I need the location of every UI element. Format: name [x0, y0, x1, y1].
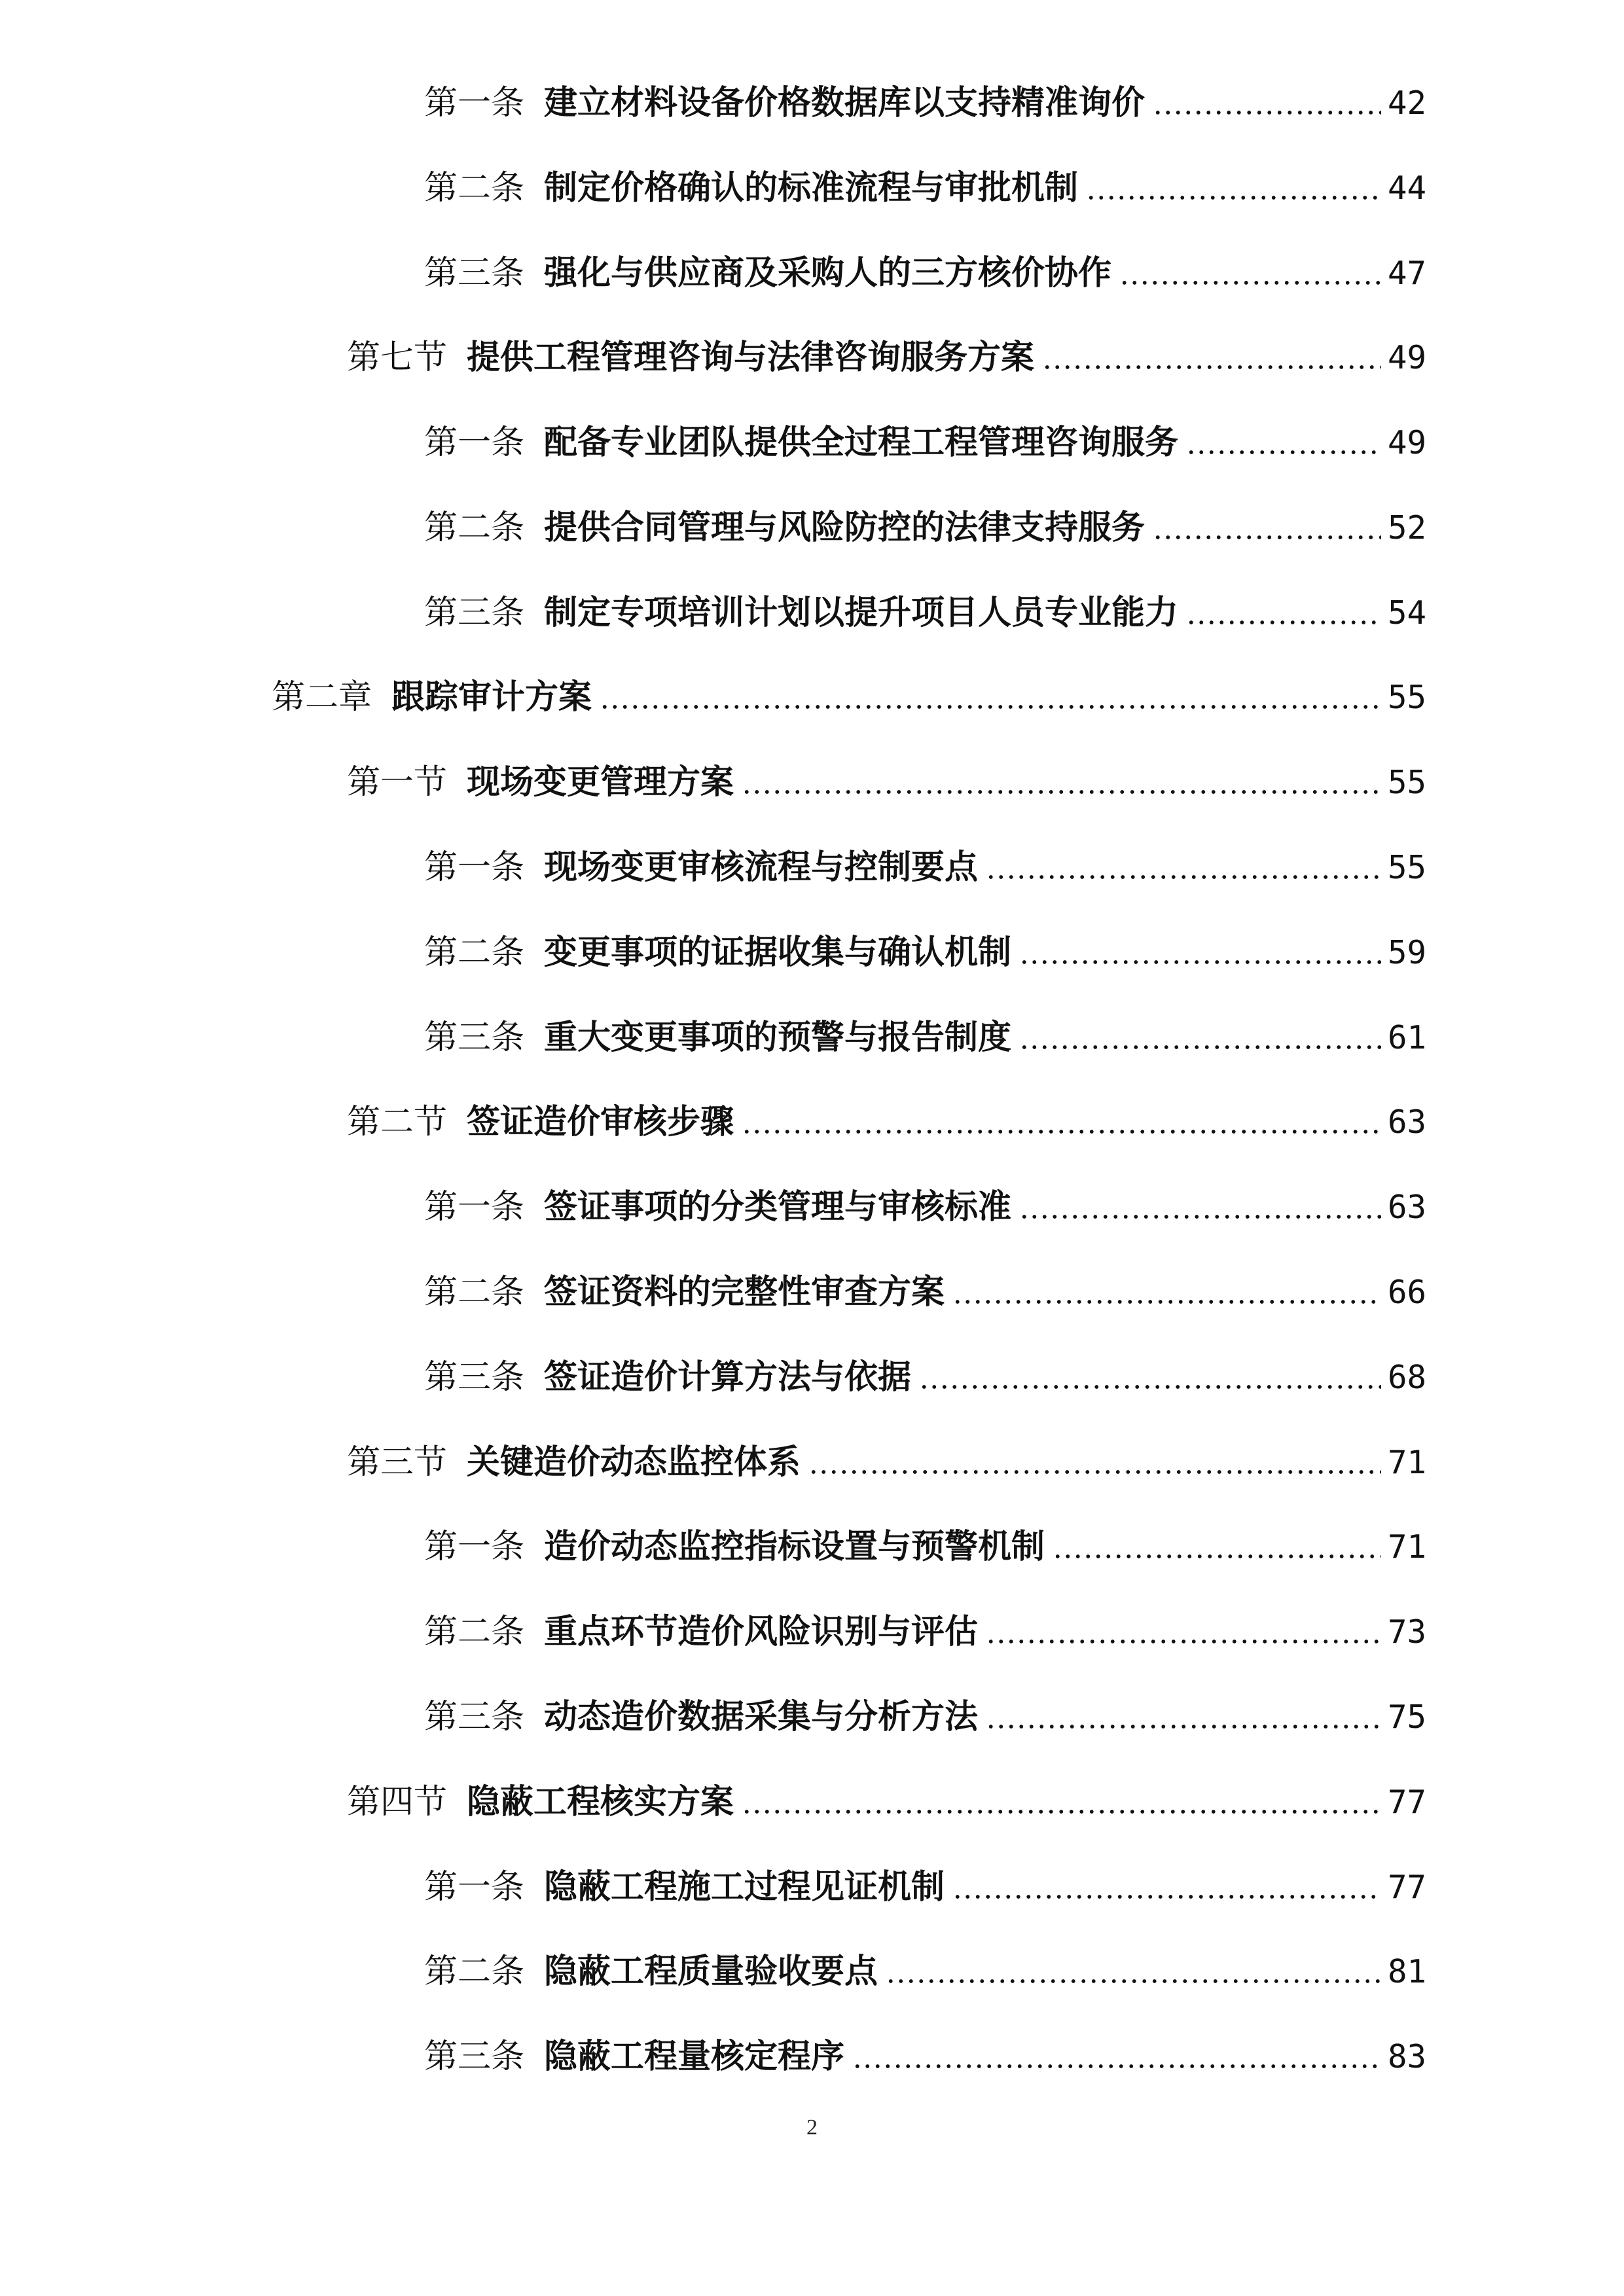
toc-entry-page: 75: [1387, 1698, 1426, 1736]
toc-entry-number: 第一条: [424, 423, 525, 462]
toc-entry-title: 动态造价数据采集与分析方法: [544, 1696, 979, 1736]
toc-entry-title: 签证造价审核步骤: [467, 1102, 734, 1141]
toc-entry-number: 第二条: [424, 508, 525, 547]
dot-leader: [1053, 1554, 1381, 1558]
toc-entry-page: 59: [1387, 934, 1426, 972]
toc-entry-page: 83: [1387, 2038, 1426, 2076]
dot-leader: [1019, 960, 1381, 964]
dot-leader: [1019, 1045, 1381, 1049]
toc-entry-number: 第三条: [424, 253, 525, 293]
toc-entry-number: 第三节: [347, 1443, 448, 1482]
toc-entry[interactable]: [347, 737, 1426, 802]
toc-entry-title: 配备专业团队提供全过程工程管理咨询服务: [544, 422, 1179, 462]
toc-entry-title: 签证造价计算方法与依据: [544, 1357, 912, 1397]
toc-entry-page: 77: [1387, 1784, 1426, 1821]
toc-entry-page: 55: [1387, 679, 1426, 717]
toc-entry[interactable]: [424, 1247, 1426, 1312]
toc-entry[interactable]: [424, 1501, 1426, 1567]
toc-entry-title: 变更事项的证据收集与确认机制: [544, 932, 1012, 972]
toc-entry[interactable]: [424, 143, 1426, 208]
toc-entry-number: 第一条: [424, 1527, 525, 1566]
dot-leader: [1042, 365, 1381, 369]
toc-entry-number: 第二条: [424, 1272, 525, 1312]
toc-entry[interactable]: [272, 652, 1426, 717]
toc-entry-page: 71: [1387, 1444, 1426, 1482]
dot-leader: [600, 705, 1381, 709]
dot-leader: [1019, 1215, 1381, 1219]
toc-entry-page: 55: [1387, 764, 1426, 802]
toc-entry[interactable]: [424, 1332, 1426, 1397]
toc-entry-number: 第一条: [424, 1187, 525, 1227]
toc-entry-title: 现场变更审核流程与控制要点: [544, 847, 979, 887]
toc-entry-page: 54: [1387, 594, 1426, 632]
toc-entry-page: 73: [1387, 1613, 1426, 1651]
toc-entry-page: 71: [1387, 1528, 1426, 1566]
toc-entry[interactable]: [424, 2011, 1426, 2077]
dot-leader: [986, 1640, 1381, 1643]
toc-entry-number: 第一条: [424, 848, 525, 887]
dot-leader: [742, 1810, 1381, 1814]
toc-entry-page: 63: [1387, 1103, 1426, 1141]
dot-leader: [986, 1725, 1381, 1729]
dot-leader: [742, 1130, 1381, 1134]
toc-entry-number: 第一节: [347, 762, 448, 802]
dot-leader: [852, 2064, 1381, 2068]
dot-leader: [1153, 111, 1381, 115]
toc-entry-number: 第二条: [424, 1952, 525, 1991]
toc-entry-page: 42: [1387, 84, 1426, 122]
toc-entry[interactable]: [424, 58, 1426, 123]
toc-entry-number: 第七节: [347, 338, 448, 377]
toc-entry-title: 提供合同管理与风险防控的法律支持服务: [544, 507, 1146, 547]
toc-entry-number: 第二章: [272, 677, 372, 717]
toc-entry-page: 49: [1387, 339, 1426, 377]
toc-entry-title: 造价动态监控指标设置与预警机制: [544, 1526, 1045, 1566]
dot-leader: [742, 790, 1381, 794]
toc-entry-title: 签证资料的完整性审查方案: [544, 1272, 945, 1312]
toc-entry-page: 61: [1387, 1019, 1426, 1057]
toc-entry-number: 第三条: [424, 1018, 525, 1057]
toc-entry[interactable]: [424, 397, 1426, 463]
toc-entry-number: 第二节: [347, 1102, 448, 1141]
toc-entry-number: 第二条: [424, 1612, 525, 1651]
toc-entry-title: 建立材料设备价格数据库以支持精准询价: [544, 82, 1146, 122]
toc-entry-title: 关键造价动态监控体系: [467, 1442, 801, 1482]
toc-entry-number: 第三条: [424, 1357, 525, 1397]
toc-entry-number: 第二条: [424, 168, 525, 207]
dot-leader: [919, 1385, 1381, 1389]
toc-entry[interactable]: [424, 1162, 1426, 1227]
toc-entry[interactable]: [347, 1757, 1426, 1822]
toc-entry[interactable]: [424, 1672, 1426, 1737]
toc-entry[interactable]: [424, 992, 1426, 1058]
toc-entry-number: 第一条: [424, 83, 525, 122]
toc-entry[interactable]: [347, 1077, 1426, 1142]
dot-leader: [1186, 450, 1381, 454]
toc-entry-page: 81: [1387, 1953, 1426, 1991]
toc-entry-title: 隐蔽工程施工过程见证机制: [544, 1867, 945, 1907]
toc-entry[interactable]: [424, 822, 1426, 888]
toc-entry-title: 重大变更事项的预警与报告制度: [544, 1017, 1012, 1057]
toc-entry[interactable]: [424, 1587, 1426, 1652]
toc-entry-title: 隐蔽工程量核定程序: [544, 2036, 845, 2076]
toc-entry[interactable]: [424, 482, 1426, 548]
toc-entry-number: 第四节: [347, 1782, 448, 1821]
toc-entry-number: 第二条: [424, 933, 525, 972]
dot-leader: [1086, 196, 1381, 200]
toc-entry[interactable]: [347, 312, 1426, 378]
toc-entry-title: 提供工程管理咨询与法律咨询服务方案: [467, 337, 1035, 377]
toc-entry[interactable]: [424, 567, 1426, 633]
toc-entry-page: 55: [1387, 849, 1426, 887]
toc-entry-number: 第一条: [424, 1867, 525, 1907]
toc-entry-title: 制定价格确认的标准流程与审批机制: [544, 168, 1079, 207]
page-number: 2: [806, 2115, 818, 2140]
dot-leader: [952, 1300, 1381, 1304]
toc-entry[interactable]: [424, 1926, 1426, 1992]
toc-entry-title: 签证事项的分类管理与审核标准: [544, 1187, 1012, 1227]
toc-entry-page: 52: [1387, 509, 1426, 547]
toc-entry-number: 第三条: [424, 593, 525, 632]
toc-entry[interactable]: [424, 1842, 1426, 1907]
toc-entry-title: 隐蔽工程质量验收要点: [544, 1951, 878, 1991]
dot-leader: [808, 1470, 1381, 1474]
toc-entry-page: 49: [1387, 424, 1426, 462]
dot-leader: [1119, 281, 1381, 285]
dot-leader: [952, 1895, 1381, 1899]
toc-entry-page: 44: [1387, 170, 1426, 207]
dot-leader: [986, 875, 1381, 879]
toc-entry-page: 47: [1387, 255, 1426, 293]
toc-entry-page: 68: [1387, 1359, 1426, 1397]
toc-entry-title: 隐蔽工程核实方案: [467, 1782, 734, 1821]
dot-leader: [1186, 620, 1381, 624]
toc-entry-page: 63: [1387, 1189, 1426, 1227]
toc-entry[interactable]: [424, 907, 1426, 973]
dot-leader: [886, 1979, 1381, 1983]
toc-entry-title: 制定专项培训计划以提升项目人员专业能力: [544, 592, 1179, 632]
toc-entry-page: 77: [1387, 1869, 1426, 1907]
dot-leader: [1153, 535, 1381, 539]
toc-entry-page: 66: [1387, 1274, 1426, 1312]
toc-entry-number: 第三条: [424, 2037, 525, 2076]
toc-entry-number: 第三条: [424, 1697, 525, 1736]
toc-entry-title: 现场变更管理方案: [467, 762, 734, 802]
toc-entry-title: 跟踪审计方案: [391, 677, 592, 717]
toc-entry[interactable]: [347, 1417, 1426, 1482]
toc-entry[interactable]: [424, 228, 1426, 293]
toc-entry-title: 强化与供应商及采购人的三方核价协作: [544, 253, 1112, 293]
toc-entry-title: 重点环节造价风险识别与评估: [544, 1611, 979, 1651]
